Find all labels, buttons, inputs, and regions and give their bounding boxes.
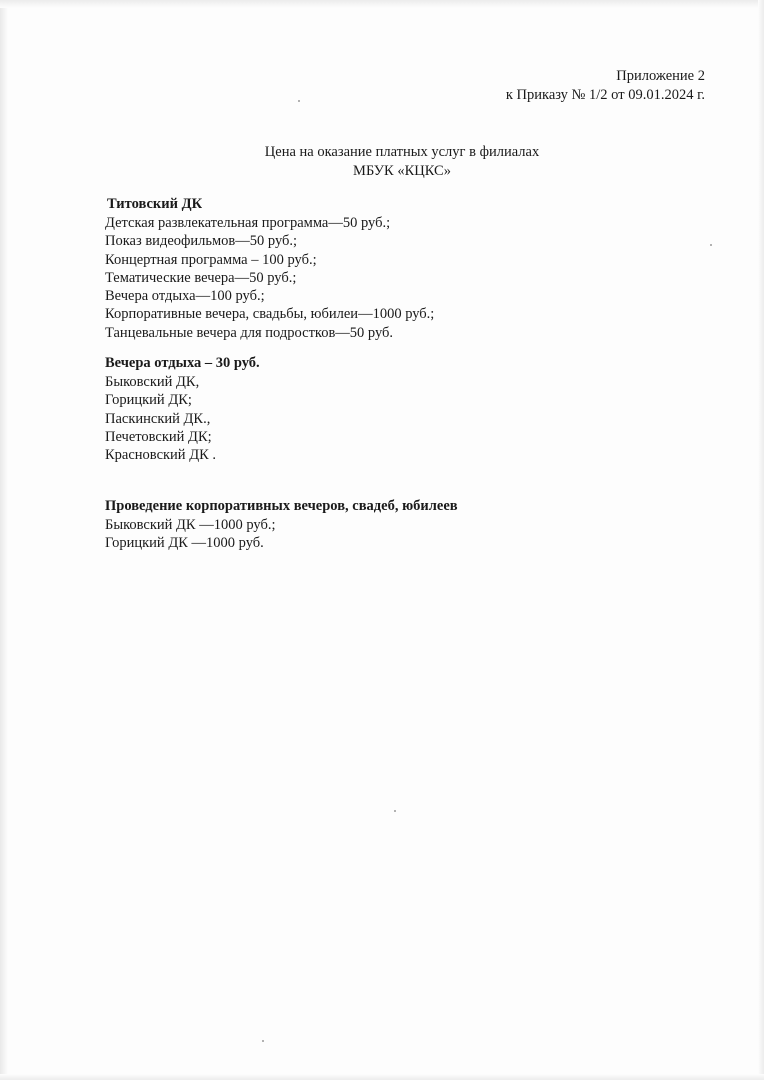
list-item: Вечера отдыха—100 руб.; [105, 288, 265, 305]
list-item: Печетовский ДК; [105, 428, 212, 445]
section-heading: Титовский ДК [107, 196, 203, 212]
list-item: Тематические вечера—50 руб.; [105, 269, 297, 286]
appendix-number: Приложение 2 [616, 68, 705, 84]
title-line-1: Цена на оказание платных услуг в филиалах [264, 144, 540, 160]
list-item: Быковский ДК, [105, 374, 200, 390]
order-reference: к Приказу № 1/2 от 09.01.2024 г. [505, 87, 705, 103]
scan-edge-bottom [0, 1074, 764, 1080]
section-heading: Проведение корпоративных вечеров, свадеб, юбилеев [105, 498, 458, 514]
scan-speck [298, 100, 300, 102]
list-item: Красновский ДК . [105, 447, 217, 464]
section-evenings [105, 354, 260, 464]
section-titovsky [105, 195, 434, 342]
list-item: Горицкий ДК —1000 руб. [105, 535, 264, 552]
scan-speck [394, 810, 396, 812]
section-corporate [105, 497, 458, 553]
list-item: Корпоративные вечера, свадьбы, юбилеи—1000 руб.; [105, 306, 435, 323]
list-item: Показ видеофильмов—50 руб.; [105, 233, 298, 250]
list-item: Концертная программа – 100 руб.; [105, 251, 317, 268]
list-item: Быковский ДК —1000 руб.; [105, 517, 276, 533]
scan-speck [710, 244, 712, 246]
list-item: Паскинский ДК., [105, 410, 211, 427]
document-title [0, 143, 764, 181]
list-item: Танцевальные вечера для подростков—50 руб. [105, 324, 394, 341]
scan-speck [262, 1040, 264, 1042]
scan-edge-top [0, 0, 764, 8]
list-item: Детская развлекательная программа—50 руб.; [105, 215, 391, 231]
appendix-reference [506, 67, 705, 105]
list-item: Горицкий ДК; [105, 392, 192, 409]
title-line-2: МБУК «КЦКС» [353, 163, 451, 179]
section-heading: Вечера отдыха – 30 руб. [105, 355, 260, 371]
